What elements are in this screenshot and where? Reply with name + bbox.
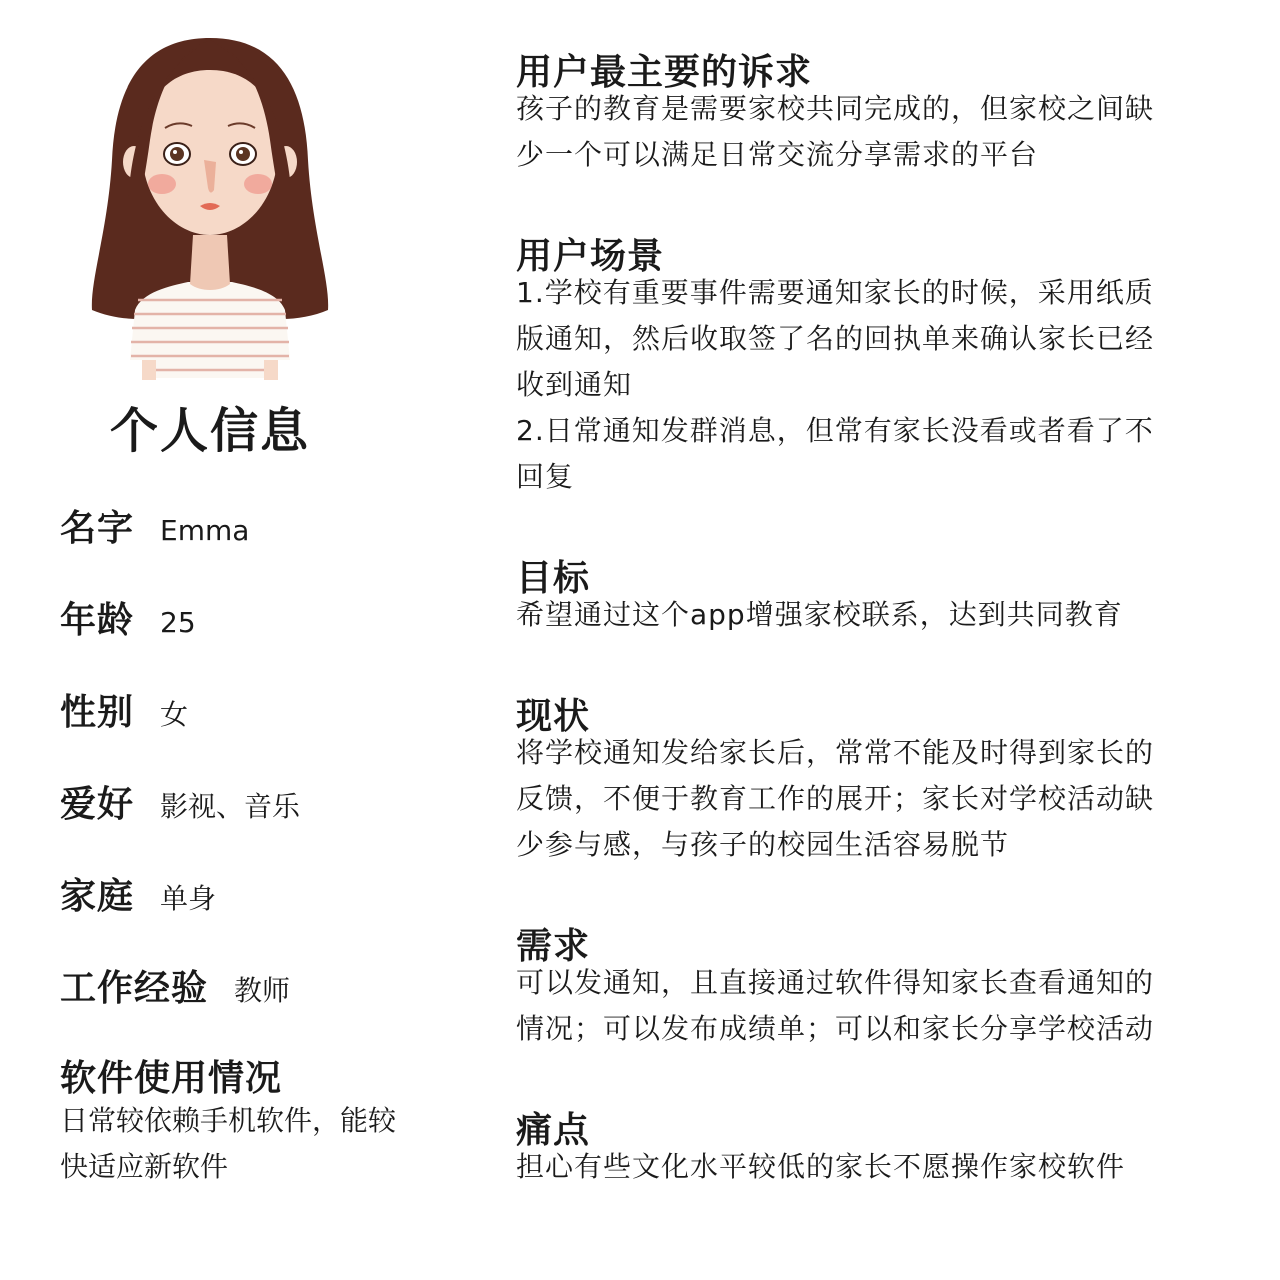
field-label: 爱好 [60, 784, 135, 825]
field-value: 影视、音乐 [160, 790, 301, 823]
field-hobby [60, 776, 300, 832]
scenario-title: 用户场景 [516, 236, 665, 277]
field-value: 25 [160, 606, 196, 639]
text-line: 担心有些文化水平较低的家长不愿操作家校软件 [516, 1150, 1126, 1183]
text-line: 情况；可以发布成绩单；可以和家长分享学校活动 [516, 1012, 1155, 1045]
field-label: 性别 [60, 692, 135, 733]
field-work-experience [60, 960, 290, 1016]
text-line: 孩子的教育是需要家校共同完成的，但家校之间缺 [516, 92, 1155, 125]
status-title: 现状 [516, 696, 591, 737]
text-line: 可以发通知，且直接通过软件得知家长查看通知的 [516, 966, 1155, 999]
goal-body [516, 592, 1256, 638]
text-line: 希望通过这个app增强家校联系，达到共同教育 [516, 598, 1123, 631]
status-body [516, 730, 1256, 868]
core-need-title: 用户最主要的诉求 [516, 52, 813, 93]
text-line: 少参与感，与孩子的校园生活容易脱节 [516, 828, 1010, 861]
pain-points-title: 痛点 [516, 1110, 591, 1151]
field-label: 家庭 [60, 876, 135, 917]
field-value: 教师 [234, 974, 291, 1007]
field-name [60, 500, 249, 556]
text-line: 版通知，然后收取签了名的回执单来确认家长已经 [516, 322, 1155, 355]
field-gender [60, 684, 188, 740]
field-age [60, 592, 196, 648]
software-usage-body [60, 1098, 460, 1190]
field-label: 工作经验 [60, 968, 209, 1009]
scenario-body [516, 270, 1256, 500]
text-line: 2.日常通知发群消息，但常有家长没看或者看了不 [516, 414, 1154, 447]
field-value: 女 [160, 698, 189, 731]
software-usage-title: 软件使用情况 [60, 1058, 283, 1099]
text-line: 1.学校有重要事件需要通知家长的时候，采用纸质 [516, 276, 1154, 309]
field-value: 单身 [160, 882, 217, 915]
text-line: 回复 [516, 460, 575, 493]
text-line: 收到通知 [516, 368, 633, 401]
field-value: Emma [160, 514, 250, 547]
goal-title: 目标 [516, 558, 591, 599]
text-line: 将学校通知发给家长后，常常不能及时得到家长的 [516, 736, 1155, 769]
avatar [80, 30, 340, 380]
text-line: 少一个可以满足日常交流分享需求的平台 [516, 138, 1039, 171]
text-line: 反馈，不便于教育工作的展开；家长对学校活动缺 [516, 782, 1155, 815]
field-label: 名字 [60, 508, 135, 549]
field-label: 年龄 [60, 600, 135, 641]
face [142, 70, 278, 235]
core-need-body [516, 86, 1256, 178]
pain-points-body [516, 1144, 1256, 1190]
text-line: 日常较依赖手机软件，能较 [60, 1104, 397, 1137]
needs-title: 需求 [516, 926, 591, 967]
field-family [60, 868, 216, 924]
profile-title: 个人信息 [109, 403, 310, 459]
needs-body [516, 960, 1256, 1052]
text-line: 快适应新软件 [60, 1150, 229, 1183]
